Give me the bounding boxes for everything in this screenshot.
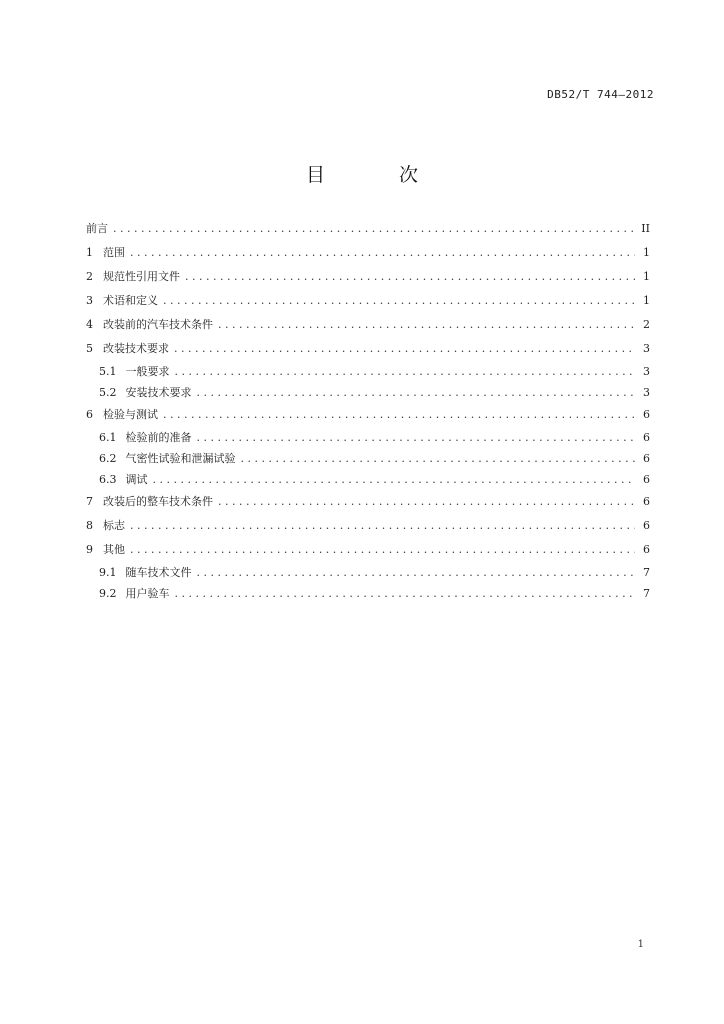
toc-entry-label: 一般要求: [125, 365, 170, 378]
dot-leader: [197, 562, 636, 583]
toc-entry-9-2[interactable]: [86, 583, 650, 604]
dot-leader: [130, 241, 635, 265]
toc-entry-page: 3: [643, 342, 650, 355]
toc-entry-label: 气密性试验和泄漏试验: [125, 452, 236, 465]
dot-leader: [153, 469, 636, 490]
toc-entry-number: 8: [86, 519, 93, 532]
toc-entry-label: 调试: [125, 473, 148, 486]
toc-entry-7[interactable]: [86, 490, 650, 514]
toc-entry-page: 6: [643, 519, 650, 532]
toc-entry-number: 6: [86, 408, 93, 421]
toc-entry-number: 6.3: [99, 473, 117, 486]
toc-entry-number: 4: [86, 318, 93, 331]
dot-leader: [218, 313, 635, 337]
toc-entry-number: 1: [86, 246, 93, 259]
toc-entry-page: 6: [643, 495, 650, 508]
toc-entry-2[interactable]: [86, 265, 650, 289]
dot-leader: [130, 514, 635, 538]
toc-entry-page: 1: [643, 270, 650, 283]
toc-entry-page: 3: [643, 365, 650, 378]
toc-entry-6-2[interactable]: [86, 448, 650, 469]
dot-leader: [113, 217, 635, 241]
toc-entry-label: 标志: [103, 519, 125, 532]
toc-entry-page: 1: [643, 246, 650, 259]
toc-entry-label: 改装后的整车技术条件: [103, 495, 213, 508]
toc-entry-label: 随车技术文件: [125, 566, 192, 579]
toc-entry-number: 2: [86, 270, 93, 283]
dot-leader: [197, 382, 636, 403]
toc-entry-1[interactable]: [86, 241, 650, 265]
toc-entry-page: 2: [643, 318, 650, 331]
toc-entry-label: 改装前的汽车技术条件: [103, 318, 213, 331]
toc-entry-6[interactable]: [86, 403, 650, 427]
toc-entry-label: 改装技术要求: [103, 342, 169, 355]
toc-entry-3[interactable]: [86, 289, 650, 313]
page-number: 1: [637, 939, 644, 950]
toc-entry-8[interactable]: [86, 514, 650, 538]
toc-entry-label: 安装技术要求: [125, 386, 192, 399]
toc-entry-page: 6: [643, 452, 650, 465]
toc-entry-number: 5: [86, 342, 93, 355]
dot-leader: [241, 448, 636, 469]
toc-entry-label: 范围: [103, 246, 125, 259]
dot-leader: [218, 490, 635, 514]
toc-entry-page: 7: [643, 587, 650, 600]
toc-entry-6-3[interactable]: [86, 469, 650, 490]
dot-leader: [174, 337, 635, 361]
toc-entry-number: 6.1: [99, 431, 117, 444]
toc-entry-number: 9: [86, 543, 93, 556]
toc-entry-5-2[interactable]: [86, 382, 650, 403]
toc-entry-page: 6: [643, 473, 650, 486]
toc-entry-label: 用户验车: [125, 587, 170, 600]
toc-entry-label: 前言: [86, 222, 108, 235]
toc-entry-page: 3: [643, 386, 650, 399]
toc-entry-label: 术语和定义: [103, 294, 158, 307]
toc-entry-page: 6: [643, 408, 650, 421]
toc-entry-number: 7: [86, 495, 93, 508]
toc-entry-number: 9.2: [99, 587, 117, 600]
toc-entry-number: 5.2: [99, 386, 117, 399]
document-code: DB52/T 744—2012: [547, 88, 654, 101]
toc-entry-9-1[interactable]: [86, 562, 650, 583]
dot-leader: [163, 403, 635, 427]
toc-entry-number: 6.2: [99, 452, 117, 465]
toc-entry-page: 7: [643, 566, 650, 579]
toc-entry-label: 检验前的准备: [125, 431, 192, 444]
toc-entry-label: 其他: [103, 543, 125, 556]
toc-title: 目 次: [305, 164, 453, 186]
dot-leader: [185, 265, 635, 289]
toc-entry-label: 检验与测试: [103, 408, 158, 421]
dot-leader: [175, 583, 636, 604]
dot-leader: [175, 361, 636, 382]
toc-entry-page: II: [641, 222, 650, 235]
toc-entry-9[interactable]: [86, 538, 650, 562]
toc-entry-5[interactable]: [86, 337, 650, 361]
toc-entry-5-1[interactable]: [86, 361, 650, 382]
table-of-contents: [86, 217, 650, 604]
dot-leader: [130, 538, 635, 562]
toc-entry-page: 6: [643, 543, 650, 556]
toc-entry-page: 6: [643, 431, 650, 444]
toc-entry-number: 3: [86, 294, 93, 307]
toc-entry-4[interactable]: [86, 313, 650, 337]
dot-leader: [197, 427, 636, 448]
toc-entry-foreword[interactable]: [86, 217, 650, 241]
toc-entry-page: 1: [643, 294, 650, 307]
toc-entry-6-1[interactable]: [86, 427, 650, 448]
dot-leader: [163, 289, 635, 313]
toc-entry-label: 规范性引用文件: [103, 270, 180, 283]
toc-entry-number: 5.1: [99, 365, 117, 378]
toc-entry-number: 9.1: [99, 566, 117, 579]
